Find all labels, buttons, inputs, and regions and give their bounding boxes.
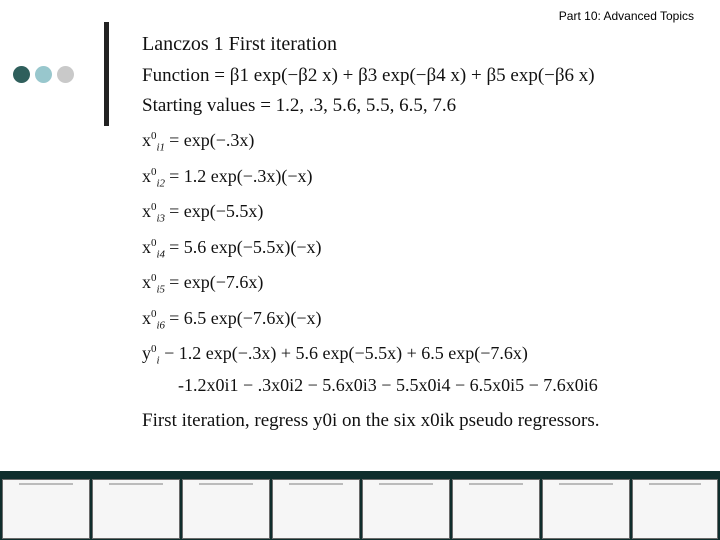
y-rhs: − 1.2 exp(−.3x) + 5.6 exp(−5.5x) + 6.5 exp(−7.6x) (164, 343, 528, 363)
thumbnail-5[interactable] (362, 479, 450, 539)
dot-1 (13, 66, 30, 83)
thumbnail-8[interactable] (632, 479, 718, 539)
decorative-dots (13, 66, 74, 83)
thumbnail-1[interactable] (2, 479, 90, 539)
pseudo-regressor-equation: $x^0_{i2} = 1.2$ exp(−.3x)(−x) (142, 165, 313, 190)
slide-content (142, 32, 710, 437)
conclusion-line: First iteration, regress y0i on the six x0ik pseudo regressors. (142, 410, 600, 431)
pseudo-regressor-equation: $x^0_{i6} = 6.5$ exp(−7.6x)(−x) (142, 307, 322, 332)
pseudo-regressor-equation: $x^0_{i1} = \exp(-.3x)$ (142, 130, 255, 154)
y-symbol: y (142, 343, 151, 363)
slide-title: Lanczos 1 First iteration (142, 33, 337, 55)
pseudo-regressor-equation: $x^0_{i3} = \exp(-5.5x)$ (142, 201, 264, 225)
slide-header: Part 10: Advanced Topics (558, 9, 694, 23)
equation-list (142, 119, 710, 332)
function-line: Function = β1 exp(−β2 x) + β3 exp(−β4 x) + β5 exp(−β6 x) (142, 65, 595, 86)
thumbnail-4[interactable] (272, 479, 360, 539)
thumbnail-6[interactable] (452, 479, 540, 539)
starting-values-line: Starting values = 1.2, .3, 5.6, 5.5, 6.5, 7.6 (142, 95, 457, 116)
continuation-line: -1.2x0i1 − .3x0i2 − 5.6x0i3 − 5.5x0i4 − 6.5x0i5 − 7.6x0i6 (178, 374, 598, 395)
y-equation: $y^0_i - 1.2$ exp(−.3x) + 5.6 exp(−5.5x) + 6.5 exp(−7.6x) (142, 343, 528, 367)
thumbnail-7[interactable] (542, 479, 630, 539)
dot-3 (57, 66, 74, 83)
title-divider-bar (104, 22, 109, 126)
pseudo-regressor-equation: $x^0_{i4} = 5.6$ exp(−5.5x)(−x) (142, 236, 322, 261)
dot-2 (35, 66, 52, 83)
thumbnail-3[interactable] (182, 479, 270, 539)
thumbnail-2[interactable] (92, 479, 180, 539)
pseudo-regressor-equation: $x^0_{i5} = \exp(-7.6x)$ (142, 272, 264, 296)
